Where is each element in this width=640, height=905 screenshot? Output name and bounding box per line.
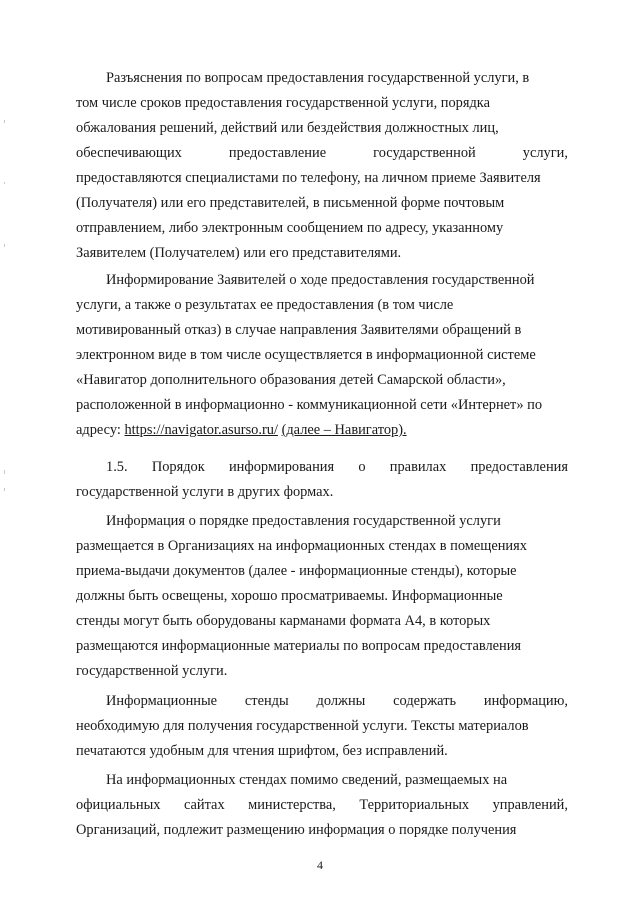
navigator-link[interactable]: https://navigator.asurso.ru/ [124, 422, 278, 438]
word: информирования [228, 459, 335, 475]
scan-speck [4, 182, 5, 184]
text-line-justified [76, 455, 568, 480]
scan-speck [4, 470, 5, 474]
text-line: обжалования решений, действий или бездействия должностных лиц, [76, 120, 499, 136]
word: содержать [393, 693, 457, 709]
page-number: 4 [317, 858, 323, 872]
word: 1.5. [106, 459, 128, 475]
text-line: стенды могут быть оборудованы карманами формата А4, в которых [76, 613, 491, 629]
scan-speck [4, 244, 5, 247]
text-line: отправлением, либо электронным сообщением по адресу, указанному [76, 220, 504, 236]
address-label: адресу: [76, 422, 121, 438]
text-line: услуги, а также о результатах ее предоставления (в том числе [76, 297, 454, 313]
text-line: Организаций, подлежит размещению информация о порядке получения [76, 822, 517, 838]
word: о [358, 459, 366, 475]
paragraph-section-1-5 [76, 455, 568, 505]
paragraph-stands-content [76, 689, 568, 764]
text-line: государственной услуги в других формах. [76, 484, 334, 500]
word: информацию, [483, 693, 568, 709]
text-line-with-link [76, 418, 568, 443]
paragraph-information-stands [76, 509, 568, 684]
text-line: размещается в Организациях на информационных стендах в помещениях [76, 538, 527, 554]
text-line: Информирование Заявителей о ходе предоставления государственной [106, 272, 535, 288]
text-line: государственной услуги. [76, 663, 228, 679]
paragraph-stands-additional [76, 768, 568, 843]
text-line: мотивированный отказ) в случае направления Заявителями обращений в [76, 322, 522, 338]
scan-speck [4, 120, 5, 123]
text-line: должны быть освещены, хорошо просматриваемы. Информационные [76, 588, 503, 604]
text-line: приема-выдачи документов (далее - информационные стенды), которые [76, 563, 517, 579]
text-line: Заявителем (Получателем) или его представителями. [76, 245, 402, 261]
text-line-justified [76, 793, 568, 818]
scan-speck [4, 488, 5, 491]
text-line: предоставляются специалистами по телефону, на личном приеме Заявителя [76, 170, 541, 186]
word: сайтах [183, 797, 225, 813]
word: официальных [76, 797, 161, 813]
word: управлений, [492, 797, 568, 813]
text-line: «Навигатор дополнительного образования детей Самарской области», [76, 372, 506, 388]
text-line: том числе сроков предоставления государственной услуги, порядка [76, 95, 490, 111]
text-line: Информация о порядке предоставления государственной услуги [106, 513, 501, 529]
text-line: необходимую для получения государственной услуги. Тексты материалов [76, 718, 529, 734]
word: государственной [373, 145, 476, 161]
text-line: На информационных стендах помимо сведений, размещаемых на [106, 772, 508, 788]
text-line-justified [76, 141, 568, 166]
link-note: (далее – Навигатор). [281, 422, 407, 438]
text-line: расположенной в информационно - коммуникационной сети «Интернет» по [76, 397, 543, 413]
text-line: (Получателя) или его представителей, в письменной форме почтовым [76, 195, 505, 211]
word: предоставления [470, 459, 568, 475]
text-line: печатаются удобным для чтения шрифтом, без исправлений. [76, 743, 448, 759]
word: обеспечивающих [76, 145, 182, 161]
word: Территориальных [359, 797, 470, 813]
text-line: размещаются информационные материалы по вопросам предоставления [76, 638, 522, 654]
paragraph-clarifications [76, 66, 568, 266]
word: услуги, [522, 145, 568, 161]
word: министерства, [248, 797, 336, 813]
word: правилах [389, 459, 447, 475]
paragraph-informing-applicants [76, 268, 568, 443]
scan-margin-marks [2, 0, 8, 905]
word: Информационные [106, 693, 218, 709]
word: должны [316, 693, 366, 709]
text-line: электронном виде в том числе осуществляется в информационной системе [76, 347, 536, 363]
word: Порядок [151, 459, 205, 475]
word: предоставление [228, 145, 327, 161]
word: стенды [244, 693, 289, 709]
text-line: Разъяснения по вопросам предоставления государственной услуги, в [106, 70, 530, 86]
text-line-justified [76, 689, 568, 714]
